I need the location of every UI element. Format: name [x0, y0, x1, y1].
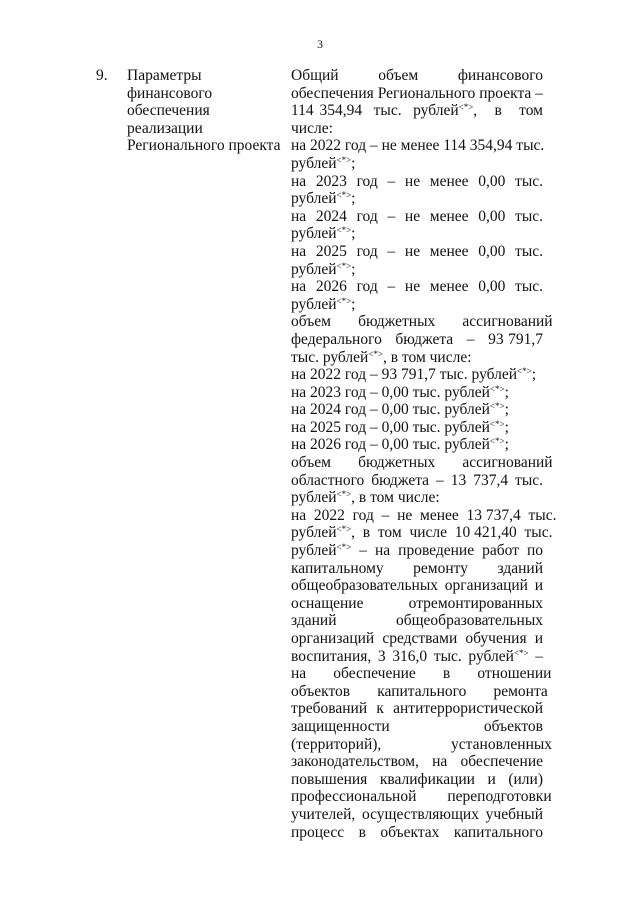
- financing-line-text: объем бюджетных ассигнований: [291, 454, 553, 472]
- financing-line: [291, 243, 543, 261]
- footnote-marker: <*>: [489, 436, 505, 447]
- financing-line: [291, 384, 543, 402]
- financing-line: [291, 225, 543, 243]
- financing-line-text: воспитания, 3 316,0 тыс. рублей: [291, 647, 514, 665]
- financing-line-text: рублей: [291, 154, 337, 172]
- financing-line-tail: ;: [504, 418, 509, 436]
- financing-line: [291, 700, 543, 718]
- financing-line-tail: , в том числе 10 421,40 тыс.: [351, 524, 553, 542]
- financing-line: [291, 771, 543, 789]
- parameter-label-line: Параметры: [127, 67, 202, 84]
- financing-line-text: рублей: [291, 524, 337, 542]
- footnote-marker: <*>: [336, 542, 352, 553]
- financing-line: [291, 454, 553, 472]
- financing-line: [291, 753, 543, 771]
- financing-line: [291, 102, 543, 120]
- financing-line-text: профессиональной переподготовки: [291, 788, 552, 806]
- financing-line-tail: ;: [531, 366, 536, 384]
- financing-line: [291, 155, 543, 173]
- parameter-label-line: Регионального проекта: [127, 137, 281, 155]
- footnote-marker: <*>: [336, 190, 352, 201]
- financing-line-text: объектов капитального ремонта: [291, 682, 548, 700]
- financing-line-text: законодательством, на обеспечение: [291, 753, 543, 771]
- financing-line: [291, 278, 543, 296]
- financing-line-text: областного бюджета – 13 737,4 тыс.: [291, 471, 543, 489]
- financing-line: [291, 67, 543, 85]
- footnote-marker: <*>: [336, 154, 352, 165]
- financing-line-text: рублей: [291, 542, 337, 560]
- financing-line-text: на 2023 год – не менее 0,00 тыс.: [291, 172, 543, 190]
- financing-line-tail: –: [528, 647, 543, 665]
- financing-line-text: 114 354,94 тыс. рублей: [291, 102, 459, 120]
- financing-line: [291, 120, 543, 138]
- financing-line-tail: ;: [351, 225, 356, 243]
- financing-line-tail: , в том: [473, 102, 543, 120]
- financing-line-text: на 2026 год – не менее 0,00 тыс.: [291, 278, 543, 296]
- financing-line-text: на 2022 год – 93 791,7 тыс. рублей: [291, 366, 518, 384]
- financing-line: [291, 577, 543, 595]
- financing-line-tail: ;: [351, 190, 356, 208]
- financing-line: [291, 472, 543, 490]
- footnote-marker: <*>: [336, 260, 352, 271]
- financing-line: [291, 85, 543, 103]
- parameter-label-line: финансового: [127, 84, 213, 102]
- financing-line: [291, 735, 553, 754]
- financing-line-text: рублей: [291, 190, 337, 208]
- financing-line: [291, 366, 543, 384]
- financing-line: [291, 648, 543, 666]
- page-number: 3: [317, 37, 323, 51]
- financing-line-text: общеобразовательных организаций и: [291, 577, 543, 595]
- financing-line-tail: ;: [504, 383, 509, 401]
- footnote-marker: <*>: [489, 401, 505, 412]
- financing-line-tail: ;: [351, 154, 356, 172]
- financing-description: [291, 67, 557, 841]
- footnote-marker: <*>: [489, 383, 505, 394]
- row-number: 9.: [96, 67, 108, 84]
- financing-line-text: учителей, осуществляющих учебный: [291, 805, 543, 823]
- financing-line-text: рублей: [291, 295, 337, 313]
- financing-line-text: процесс в объектах капитального: [291, 823, 543, 841]
- financing-line: [291, 436, 543, 454]
- financing-line-tail: – на проведение работ по: [351, 542, 543, 560]
- financing-line-text: организаций средствами обучения и: [291, 630, 543, 647]
- financing-line: [291, 261, 543, 279]
- financing-line-text: капитальному ремонту зданий: [291, 559, 543, 577]
- financing-line: [291, 542, 543, 560]
- financing-line: [291, 331, 543, 349]
- financing-line: [291, 313, 553, 331]
- financing-line: [291, 349, 543, 367]
- financing-line: [291, 208, 543, 226]
- financing-line-text: на 2022 год – не менее 114 354,94 тыс.: [291, 137, 545, 155]
- footnote-marker: <*>: [489, 418, 505, 429]
- financing-line-text: рублей: [291, 489, 337, 507]
- financing-line: [291, 506, 557, 525]
- financing-line-text: федерального бюджета – 93 791,7: [291, 330, 543, 348]
- footnote-marker: <*>: [336, 489, 352, 500]
- financing-line-text: на 2024 год – не менее 0,00 тыс.: [291, 207, 543, 225]
- financing-line: [291, 788, 552, 806]
- financing-line: [291, 524, 553, 542]
- financing-line: [291, 824, 543, 842]
- financing-line-tail: ;: [504, 436, 509, 454]
- financing-line-text: зданий общеобразовательных: [291, 612, 543, 630]
- financing-line-text: числе:: [291, 119, 333, 137]
- financing-line: [291, 190, 543, 208]
- financing-line-text: на 2026 год – 0,00 тыс. рублей: [291, 436, 490, 454]
- financing-line: [291, 419, 543, 437]
- financing-line: [291, 296, 543, 314]
- financing-line-text: повышения квалификации и (или): [291, 770, 543, 788]
- financing-line-text: на 2023 год – 0,00 тыс. рублей: [291, 383, 490, 401]
- financing-line-text: Общий объем финансового: [291, 67, 543, 84]
- financing-line-tail: , в том числе:: [351, 489, 440, 507]
- financing-line-text: на 2025 год – не менее 0,00 тыс.: [291, 242, 543, 260]
- financing-line: [291, 560, 543, 578]
- financing-line: [291, 137, 543, 155]
- financing-line-text: оснащение отремонтированных: [291, 594, 543, 612]
- financing-line-text: (территорий), установленных: [291, 735, 553, 753]
- financing-line: [291, 612, 543, 630]
- financing-line: [291, 806, 543, 824]
- parameter-label-line: реализации: [127, 119, 203, 137]
- financing-line-text: тыс. рублей: [291, 348, 369, 366]
- footnote-marker: <*>: [458, 102, 474, 113]
- financing-line-tail: ;: [351, 295, 356, 313]
- financing-line-tail: , в том числе:: [382, 348, 472, 366]
- footnote-marker: <*>: [336, 295, 352, 306]
- financing-line-text: на обеспечение в отношении: [291, 665, 552, 683]
- financing-line-text: объем бюджетных ассигнований: [291, 313, 553, 331]
- footnote-marker: <*>: [368, 348, 383, 359]
- financing-line: [291, 718, 543, 736]
- footnote-marker: <*>: [517, 366, 532, 377]
- financing-line-text: требований к антитеррористической: [291, 700, 543, 718]
- financing-line-text: обеспечения Регионального проекта –: [291, 84, 543, 102]
- financing-line-text: на 2022 год – не менее 13 737,4 тыс.: [291, 506, 557, 524]
- financing-line: [291, 401, 543, 419]
- financing-line-text: рублей: [291, 225, 337, 243]
- footnote-marker: <*>: [336, 225, 352, 236]
- financing-line-text: на 2025 год – 0,00 тыс. рублей: [291, 418, 490, 436]
- financing-line-text: рублей: [291, 260, 337, 278]
- financing-line: [291, 665, 552, 683]
- financing-line: [291, 173, 543, 191]
- financing-line-tail: ;: [351, 260, 356, 278]
- financing-line: [291, 595, 543, 613]
- footnote-marker: <*>: [336, 524, 352, 535]
- financing-line-text: на 2024 год – 0,00 тыс. рублей: [291, 401, 490, 419]
- parameter-label: [127, 67, 287, 155]
- footnote-marker: <*>: [513, 647, 529, 658]
- financing-line-tail: ;: [504, 401, 509, 419]
- financing-line: [291, 630, 543, 648]
- financing-line: [291, 489, 543, 507]
- financing-line-text: защищенности объектов: [291, 717, 543, 735]
- parameter-label-line: обеспечения: [127, 102, 210, 120]
- financing-line: [291, 682, 548, 701]
